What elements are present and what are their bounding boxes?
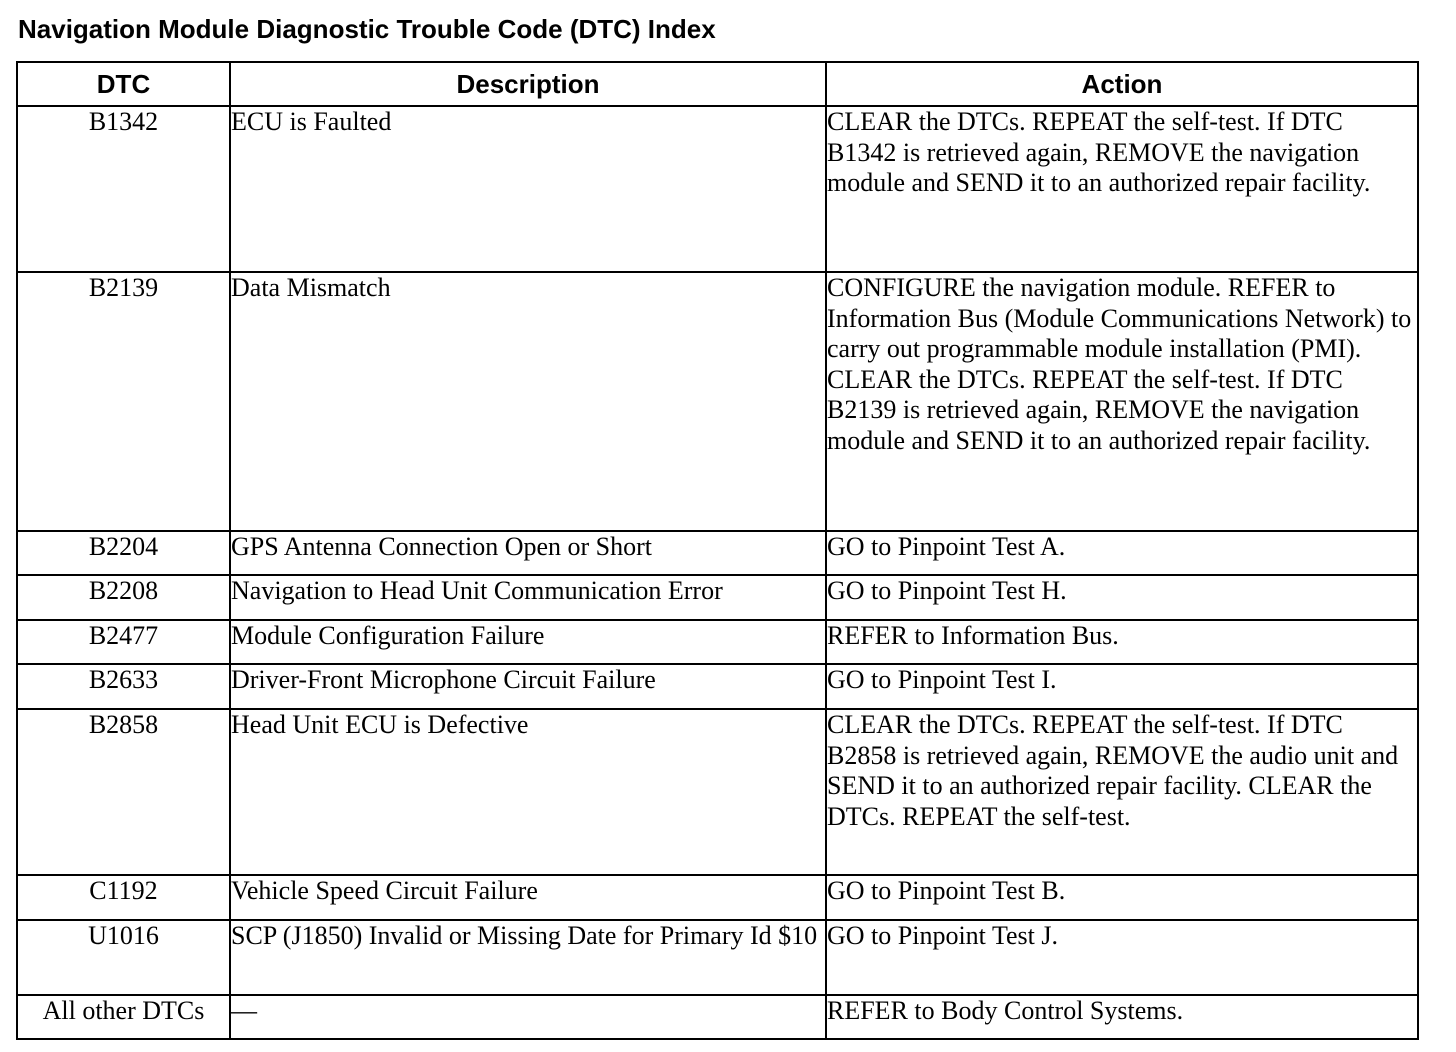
action-cell: GO to Pinpoint Test A. [826, 531, 1418, 575]
table-row [17, 531, 1418, 575]
dtc-code-cell: All other DTCs [17, 995, 230, 1039]
action-cell: GO to Pinpoint Test J. [826, 920, 1418, 995]
dtc-code-cell: B2139 [17, 272, 230, 531]
dtc-index-table [16, 61, 1419, 1040]
table-row [17, 920, 1418, 995]
action-cell: REFER to Information Bus. [826, 620, 1418, 664]
dtc-code-cell: B2477 [17, 620, 230, 664]
column-header-description: Description [230, 62, 826, 106]
dtc-code-cell: U1016 [17, 920, 230, 995]
table-row [17, 272, 1418, 531]
table-row [17, 875, 1418, 920]
action-cell: GO to Pinpoint Test I. [826, 664, 1418, 709]
description-cell: SCP (J1850) Invalid or Missing Date for Primary Id $10 [230, 920, 826, 995]
column-header-action: Action [826, 62, 1418, 106]
description-cell: GPS Antenna Connection Open or Short [230, 531, 826, 575]
dtc-code-cell: C1192 [17, 875, 230, 920]
description-cell: Vehicle Speed Circuit Failure [230, 875, 826, 920]
action-cell: GO to Pinpoint Test H. [826, 575, 1418, 620]
action-cell: GO to Pinpoint Test B. [826, 875, 1418, 920]
table-row [17, 620, 1418, 664]
table-row [17, 664, 1418, 709]
description-cell: ECU is Faulted [230, 106, 826, 272]
page-title: Navigation Module Diagnostic Trouble Code (DTC) Index [18, 14, 716, 44]
description-cell: Data Mismatch [230, 272, 826, 531]
table-row [17, 106, 1418, 272]
dtc-code-cell: B2204 [17, 531, 230, 575]
action-cell: CLEAR the DTCs. REPEAT the self-test. If DTC B2858 is retrieved again, REMOVE the audio unit and SEND it to an authorized repair facility. CLEAR the DTCs. REPEAT the self-test. [826, 709, 1418, 875]
dtc-code-cell: B1342 [17, 106, 230, 272]
action-cell: REFER to Body Control Systems. [826, 995, 1418, 1039]
table-row [17, 575, 1418, 620]
table-header-row [17, 62, 1418, 106]
dtc-code-cell: B2858 [17, 709, 230, 875]
description-cell: Head Unit ECU is Defective [230, 709, 826, 875]
table-row [17, 995, 1418, 1039]
dtc-code-cell: B2633 [17, 664, 230, 709]
dtc-code-cell: B2208 [17, 575, 230, 620]
description-cell: Navigation to Head Unit Communication Error [230, 575, 826, 620]
action-cell: CONFIGURE the navigation module. REFER to Information Bus (Module Communications Network) to carry out programmable module installation (PMI). CLEAR the DTCs. REPEAT the self-test. If DTC B2139 is retrieved again, REMOVE the navigation module and SEND it to an authorized repair facility. [826, 272, 1418, 531]
description-cell: — [230, 995, 826, 1039]
description-cell: Driver-Front Microphone Circuit Failure [230, 664, 826, 709]
description-cell: Module Configuration Failure [230, 620, 826, 664]
column-header-dtc: DTC [17, 62, 230, 106]
action-cell: CLEAR the DTCs. REPEAT the self-test. If DTC B1342 is retrieved again, REMOVE the navigation module and SEND it to an authorized repair facility. [826, 106, 1418, 272]
table-row [17, 709, 1418, 875]
